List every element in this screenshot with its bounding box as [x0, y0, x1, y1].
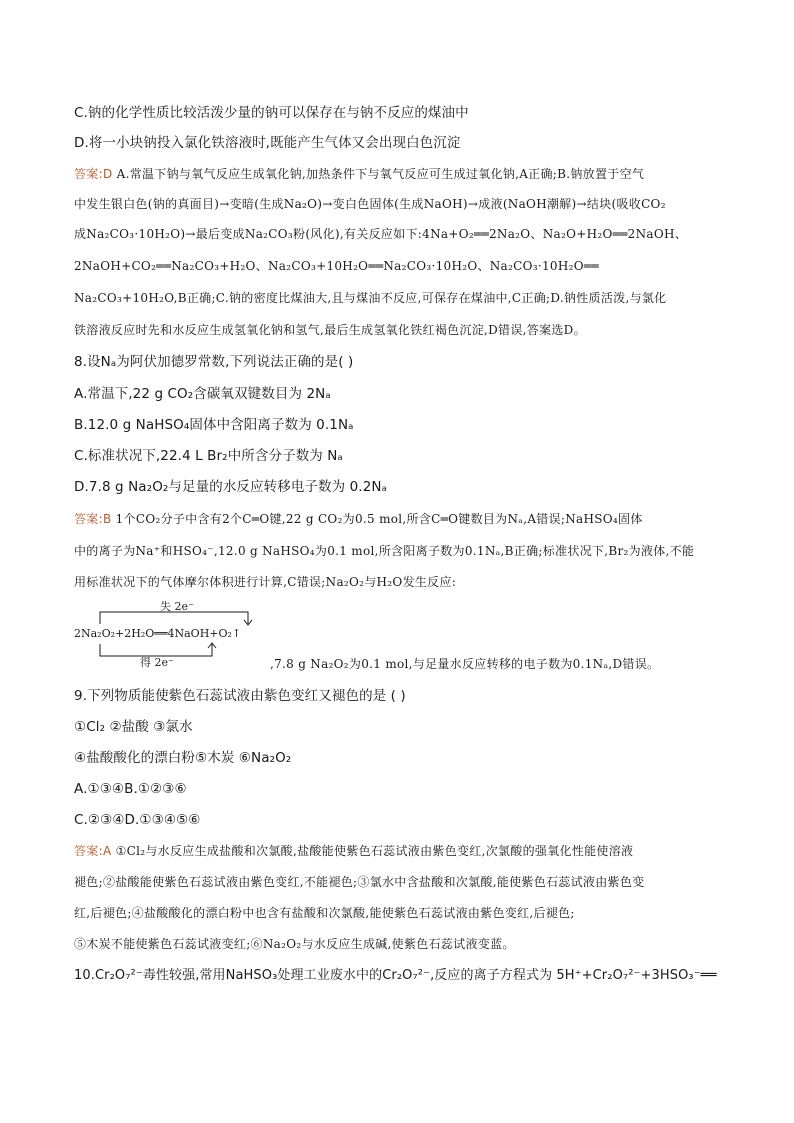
q8-answer-line-1: 答案:B 1个CO₂分子中含有2个C═O键,22 g CO₂为0.5 mol,所含C═O键数目为Nₐ,A错误;NaHSO₄固体 [74, 512, 643, 526]
q7-answer-line-6: 铁溶液反应时先和水反应生成氢氧化钠和氢气,最后生成氢氧化铁红褐色沉淀,D错误,答案选D。 [74, 323, 586, 337]
electron-transfer-diagram [74, 598, 294, 670]
q9-answer-line-4: ⑤木炭不能使紫色石蕊试液变红;⑥Na₂O₂与水反应生成碱,使紫色石蕊试液变蓝。 [74, 937, 515, 951]
q7-answer-line-1: 答案:D A.常温下钠与氧气反应生成氧化钠,加热条件下与氧气反应可生成过氧化钠,A正确;B.钠放置于空气 [74, 167, 645, 181]
q9-answer-line-3: 红,后褪色;④盐酸酸化的漂白粉中也含有盐酸和次氯酸,能使紫色石蕊试液由紫色变红,后褪色; [74, 906, 575, 920]
q7-option-d: D.将一小块钠投入氯化铁溶液时,既能产生气体又会出现白色沉淀 [74, 135, 461, 151]
q9-options-row-1: ①Cl₂ ②盐酸 ③氯水 [74, 719, 193, 735]
q7-option-c: C.钠的化学性质比较活泼少量的钠可以保存在与钠不反应的煤油中 [74, 105, 469, 121]
diagram-gain-label: 得 2e⁻ [140, 656, 174, 669]
q8-option-c: C.标准状况下,22.4 L Br₂中所含分子数为 Nₐ [74, 448, 343, 464]
q7-answer-line-5: Na₂CO₃+10H₂O,B正确;C.钠的密度比煤油大,且与煤油不反应,可保存在煤油中,C正确;D.钠性质活泼,与氯化 [74, 291, 667, 305]
diagram-lose-label: 失 2e⁻ [160, 600, 194, 613]
q9-answer-line-2: 褪色;②盐酸能使紫色石蕊试液由紫色变红,不能褪色;③氯水中含盐酸和次氯酸,能使紫色石蕊试液由紫色变 [74, 875, 645, 889]
q7-answer-line-4: 2NaOH+CO₂══Na₂CO₃+H₂O、Na₂CO₃+10H₂O══Na₂CO₃·10H₂O、Na₂CO₃·10H₂O══ [74, 259, 599, 273]
q8-answer-line-3: 用标准状况下的气体摩尔体积进行计算,C错误;Na₂O₂与H₂O发生反应: [74, 575, 457, 589]
q9-choices-ab: A.①③④B.①②③⑥ [74, 781, 187, 797]
q8-option-b: B.12.0 g NaHSO₄固体中含阳离子数为 0.1Nₐ [74, 417, 354, 433]
q8-answer-line-4: ,7.8 g Na₂O₂为0.1 mol,与足量水反应转移的电子数为0.1Nₐ,D错误。 [270, 657, 660, 671]
q9-choices-cd: C.②③④D.①③④⑤⑥ [74, 812, 201, 828]
q8-answer-line-2: 中的离子为Na⁺和HSO₄⁻,12.0 g NaHSO₄为0.1 mol,所含阳离子数为0.1Nₐ,B正确;标准状况下,Br₂为液体,不能 [74, 544, 695, 558]
q8-option-a: A.常温下,22 g CO₂含碳氧双键数目为 2Nₐ [74, 386, 331, 402]
q8-option-d: D.7.8 g Na₂O₂与足量的水反应转移电子数为 0.2Nₐ [74, 479, 387, 495]
diagram-equation: 2Na₂O₂+2H₂O══4NaOH+O₂↑ [74, 627, 242, 640]
answer-label: 答案:D [74, 167, 113, 181]
q8-stem: 8.设Nₐ为阿伏加德罗常数,下列说法正确的是( ) [74, 354, 354, 370]
q9-stem: 9.下列物质能使紫色石蕊试液由紫色变红又褪色的是 ( ) [74, 688, 406, 704]
q9-options-row-2: ④盐酸酸化的漂白粉⑤木炭 ⑥Na₂O₂ [74, 750, 292, 766]
answer-label: 答案:A [74, 844, 112, 858]
q9-answer-line-1: 答案:A ①Cl₂与水反应生成盐酸和次氯酸,盐酸能使紫色石蕊试液由紫色变红,次氯酸的强氧化性能使溶液 [74, 844, 634, 858]
q7-answer-line-3: 成Na₂CO₃·10H₂O)→最后变成Na₂CO₃粉(风化),有关反应如下:4Na+O₂══2Na₂O、Na₂O+H₂O══2NaOH、 [74, 227, 688, 241]
q7-answer-line-2: 中发生银白色(钠的真面目)→变暗(生成Na₂O)→变白色固体(生成NaOH)→成液(NaOH潮解)→结块(吸收CO₂ [74, 197, 666, 211]
q10-stem: 10.Cr₂O₇²⁻毒性较强,常用NaHSO₃处理工业废水中的Cr₂O₇²⁻,反应的离子方程式为 5H⁺+Cr₂O₇²⁻+3HSO₃⁻══ [74, 968, 717, 983]
answer-label: 答案:B [74, 512, 112, 526]
